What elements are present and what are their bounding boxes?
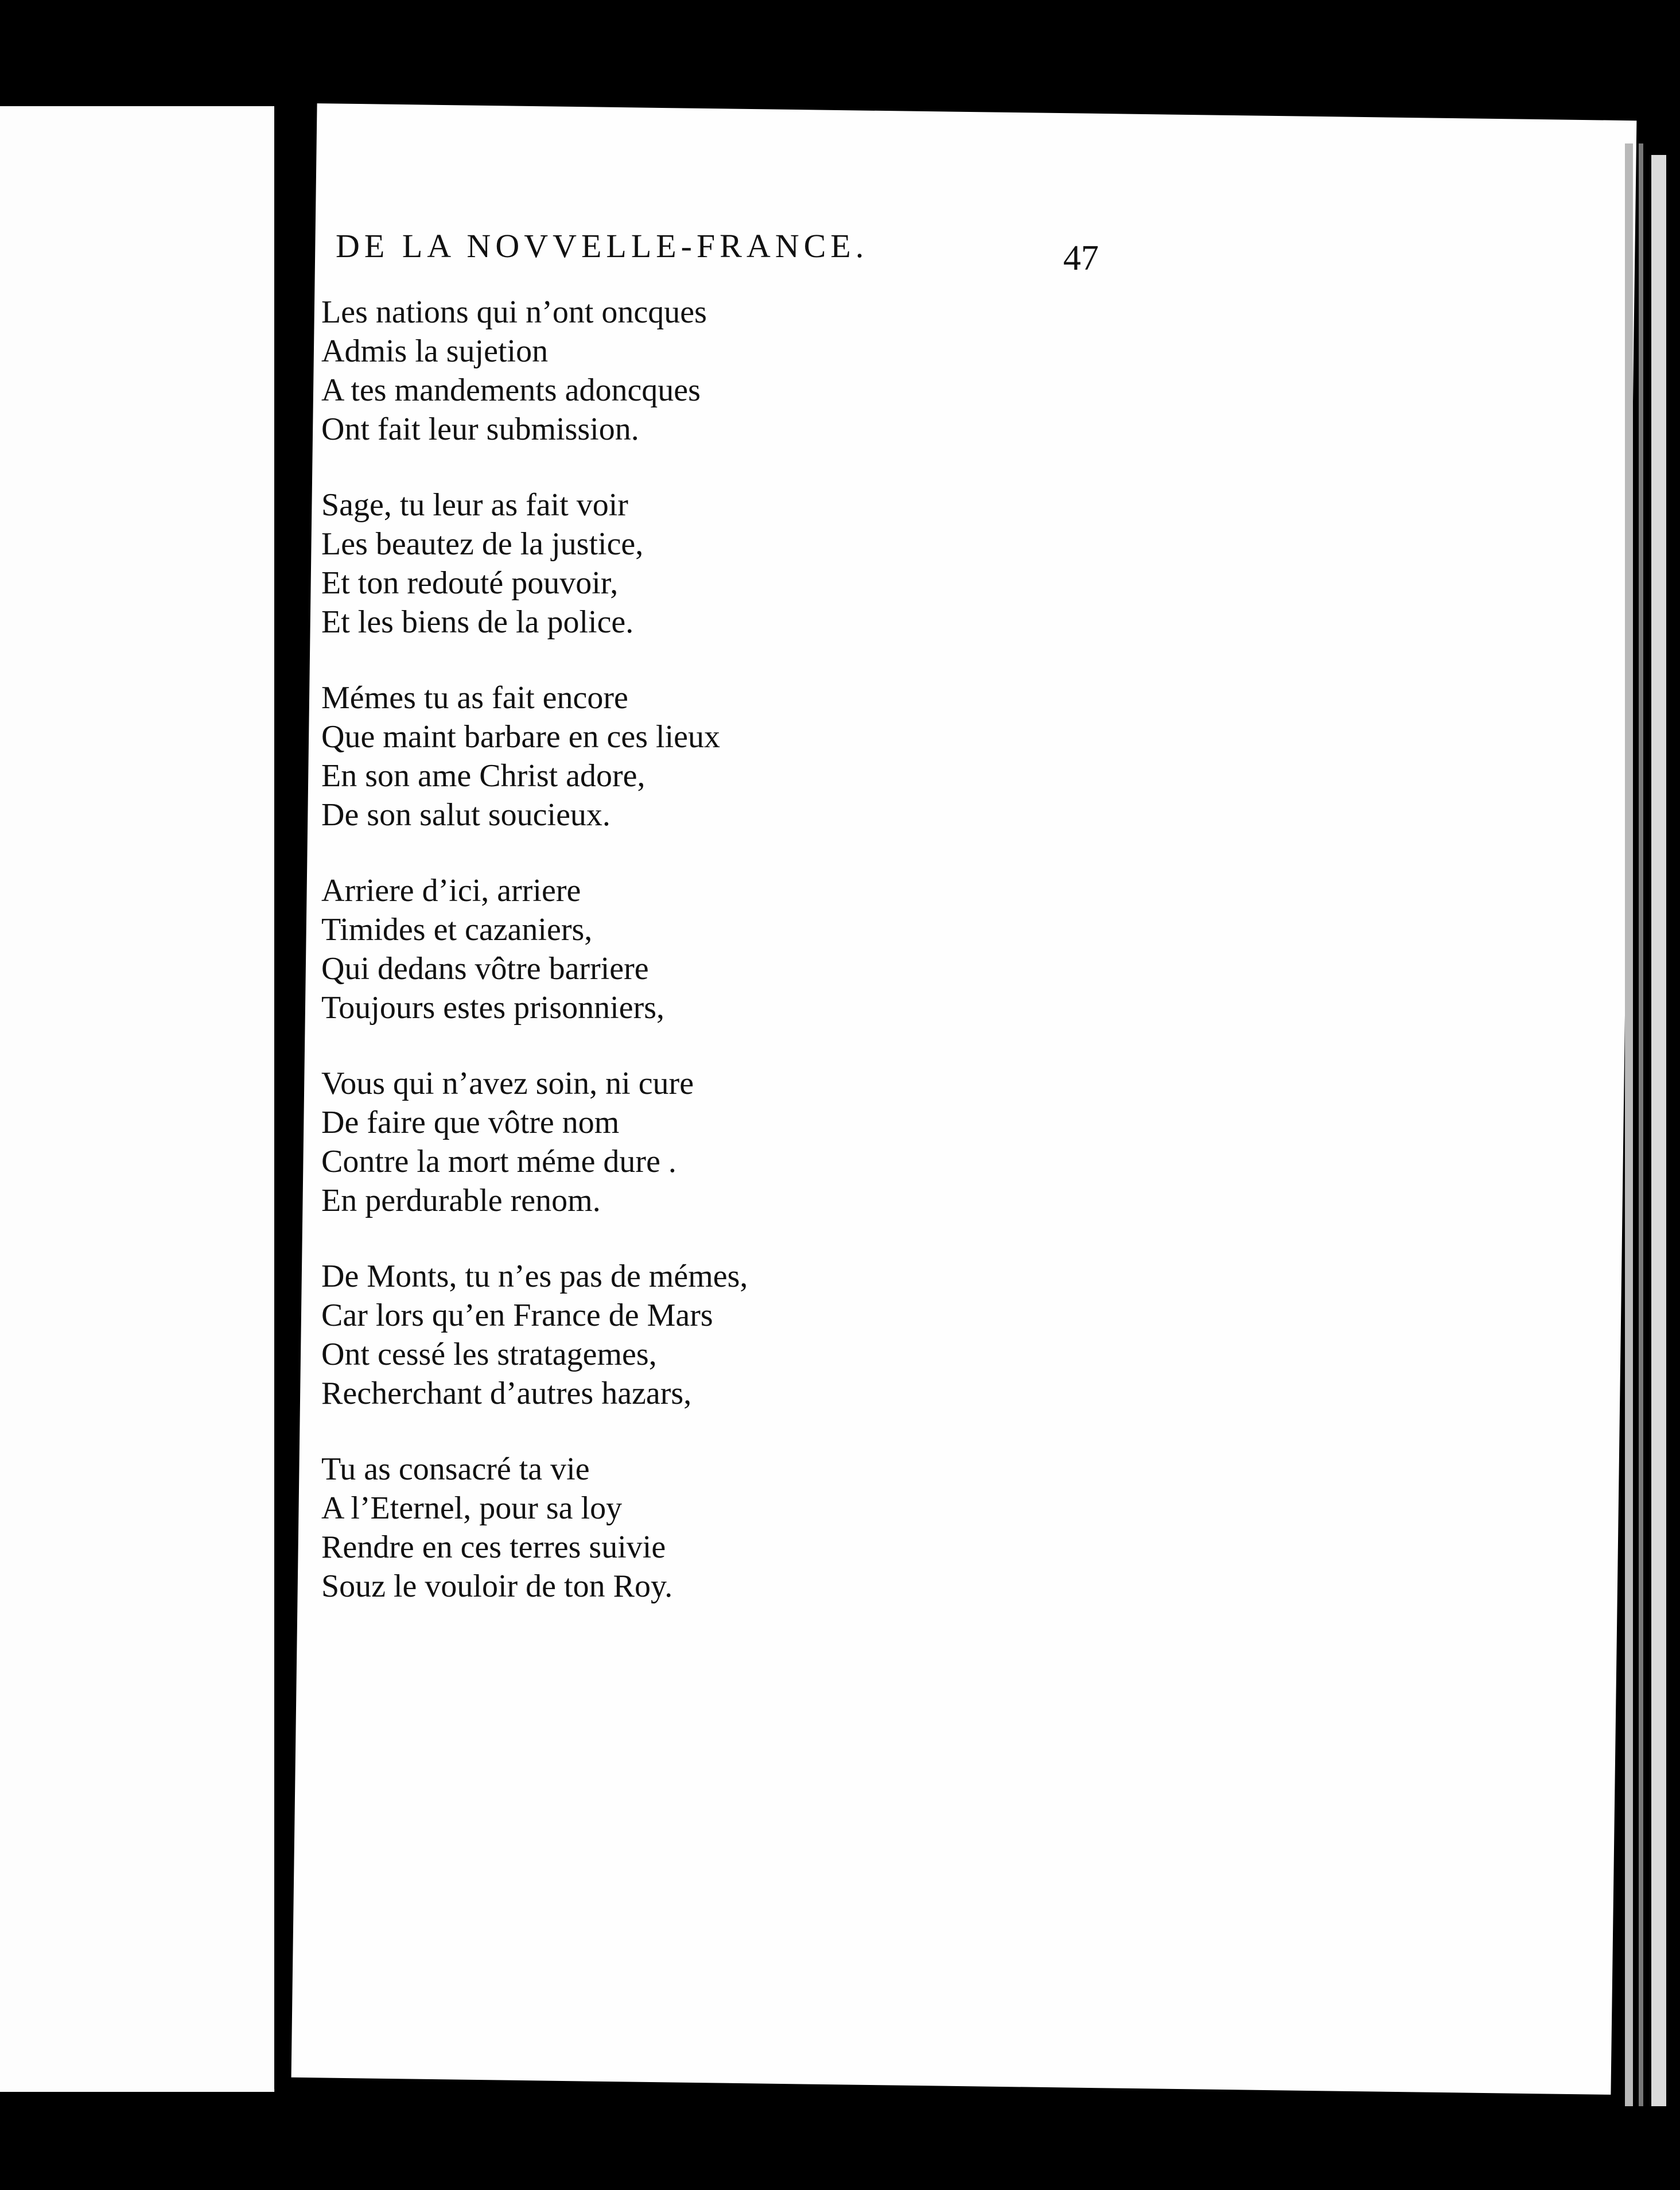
verse-line: Qui dedans vôtre barriere	[321, 951, 649, 987]
verse-line: Sage, tu leur as fait voir	[321, 487, 628, 523]
poem	[321, 293, 1067, 1642]
verse-line: Ont cessé les stratagemes,	[321, 1337, 657, 1372]
verse-line: Ont fait leur submission.	[321, 411, 639, 447]
verse-line: De son salut soucieux.	[321, 797, 610, 833]
verse-line: Toujours estes prisonniers,	[321, 990, 665, 1026]
page-edge	[1639, 143, 1643, 2106]
verse-line: Admis la sujetion	[321, 333, 549, 369]
stanza	[321, 1450, 1067, 1606]
verse-line: Et les biens de la police.	[321, 604, 634, 640]
verse-line: Rendre en ces terres suivie	[321, 1529, 666, 1565]
verse-line: De Monts, tu n’es pas de mémes,	[321, 1259, 748, 1294]
stanza	[321, 871, 1067, 1027]
verse-line: En son ame Christ adore,	[321, 758, 645, 794]
left-page	[0, 106, 275, 2092]
verse-line: Arriere d’ici, arriere	[321, 873, 581, 908]
verse-line: De faire que vôtre nom	[321, 1105, 620, 1140]
verse-line: Les nations qui n’ont oncques	[321, 294, 707, 330]
verse-line: Tu as consacré ta vie	[321, 1451, 590, 1487]
verse-line: Car lors qu’en France de Mars	[321, 1298, 713, 1333]
verse-line: Mémes tu as fait encore	[321, 680, 628, 716]
stanza	[321, 678, 1067, 834]
verse-line: Contre la mort méme dure .	[321, 1144, 676, 1179]
verse-line: A tes mandements adoncques	[321, 372, 701, 408]
verse-line: Timides et cazaniers,	[321, 912, 593, 948]
stanza	[321, 293, 1067, 449]
page-header	[336, 227, 1099, 290]
verse-line: En perdurable renom.	[321, 1183, 601, 1218]
verse-line: Souz le vouloir de ton Roy.	[321, 1568, 673, 1604]
verse-line: Recherchant d’autres hazars,	[321, 1376, 692, 1411]
verse-line: Et ton redouté pouvoir,	[321, 565, 619, 601]
verse-line: Vous qui n’avez soin, ni cure	[321, 1066, 694, 1101]
page-number: 47	[1063, 239, 1099, 278]
page-edge	[1651, 155, 1666, 2106]
stanza	[321, 1257, 1067, 1413]
page-edge	[1625, 143, 1633, 2106]
running-head: DE LA NOVVELLE-FRANCE.	[336, 227, 869, 265]
stanza	[321, 486, 1067, 642]
stanza	[321, 1064, 1067, 1220]
verse-line: Que maint barbare en ces lieux	[321, 719, 721, 755]
verse-line: Les beautez de la justice,	[321, 526, 644, 562]
verse-line: A l’Eternel, pour sa loy	[321, 1490, 623, 1526]
